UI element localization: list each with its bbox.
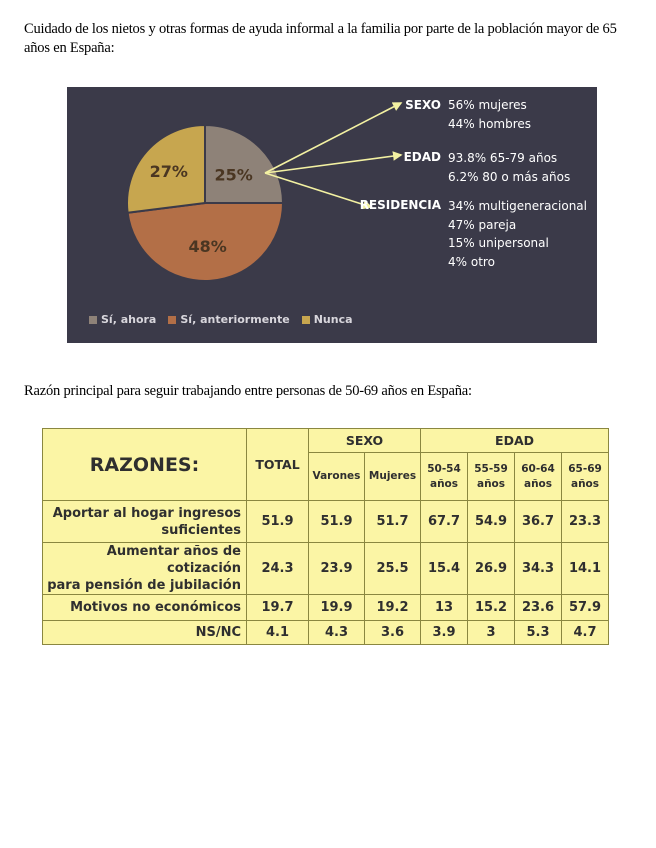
reasons-table [42, 428, 609, 645]
row-label-line: para pensión de jubilación [47, 578, 241, 593]
age-unit: años [571, 477, 600, 490]
cell-55-59: 26.9 [468, 543, 515, 595]
pie-value-label: 48% [188, 236, 227, 256]
annotation-detail: 47% pareja [448, 217, 517, 232]
infographic-panel [67, 87, 597, 343]
header-age-55-59 [468, 453, 515, 501]
annotation-detail: 44% hombres [448, 116, 532, 131]
legend-swatch [89, 316, 97, 324]
cell-50-54: 13 [421, 595, 468, 621]
cell-50-54: 67.7 [421, 501, 468, 543]
cell-55-59: 15.2 [468, 595, 515, 621]
cell-total: 51.9 [247, 501, 309, 543]
legend-label: Sí, anteriormente [180, 313, 290, 326]
pie-value-label: 27% [149, 162, 188, 182]
legend-item [89, 313, 156, 326]
cell-55-59: 3 [468, 621, 515, 645]
cell-mujeres: 3.6 [365, 621, 421, 645]
annotation-detail: 15% unipersonal [448, 236, 549, 250]
row-label: NS/NC [43, 621, 247, 645]
annotation-detail: 56% mujeres [448, 98, 527, 112]
header-varones: Varones [309, 453, 365, 501]
cell-varones: 51.9 [309, 501, 365, 543]
annotation-details [448, 149, 570, 186]
cell-total: 19.7 [247, 595, 309, 621]
legend-label: Nunca [313, 313, 353, 326]
heading-work-reasons: Razón principal para seguir trabajando entre personas de 50-69 años en España: [24, 383, 472, 399]
cell-varones: 23.9 [309, 543, 365, 595]
annotation-category: RESIDENCIA [359, 198, 441, 212]
cell-varones: 4.3 [309, 621, 365, 645]
age-unit: años [429, 477, 459, 490]
header-sexo: SEXO [309, 429, 421, 453]
cell-total: 24.3 [247, 543, 309, 595]
cell-mujeres: 25.5 [365, 543, 421, 595]
row-label [43, 501, 247, 543]
cell-60-64: 5.3 [515, 621, 562, 645]
cell-50-54: 15.4 [421, 543, 468, 595]
annotation-category: EDAD [403, 150, 441, 164]
legend-swatch [168, 316, 176, 324]
legend-item [302, 313, 353, 326]
age-range: 65-69 [568, 462, 602, 475]
annotation-detail: 93.8% 65-79 años [448, 151, 558, 165]
annotation-details [448, 96, 531, 133]
annotation-category: SEXO [405, 98, 441, 112]
cell-65-69: 14.1 [562, 543, 609, 595]
row-label-line: Aportar al hogar ingresos [52, 505, 241, 521]
age-range: 60-64 [521, 462, 555, 475]
annotation-detail: 6.2% 80 o más años [448, 169, 571, 184]
annotation-detail: 34% multigeneracional [448, 199, 587, 213]
header-age-60-64 [515, 453, 562, 501]
cell-60-64: 23.6 [515, 595, 562, 621]
age-range: 55-59 [474, 462, 508, 475]
row-label [43, 543, 247, 595]
legend-swatch [302, 316, 310, 324]
cell-50-54: 3.9 [421, 621, 468, 645]
cell-60-64: 34.3 [515, 543, 562, 595]
header-age-65-69 [562, 453, 609, 501]
pie-value-label: 25% [214, 165, 253, 185]
cell-mujeres: 19.2 [365, 595, 421, 621]
table-row [43, 595, 609, 621]
cell-60-64: 36.7 [515, 501, 562, 543]
header-edad: EDAD [421, 429, 609, 453]
header-total: TOTAL [247, 429, 309, 501]
cell-mujeres: 51.7 [365, 501, 421, 543]
legend-label: Sí, ahora [101, 313, 157, 326]
table-row [43, 501, 609, 543]
table-row [43, 621, 609, 645]
row-label-line: Aumentar años de cotización [106, 544, 241, 576]
header-mujeres: Mujeres [365, 453, 421, 501]
cell-65-69: 4.7 [562, 621, 609, 645]
chart-legend [89, 313, 353, 326]
age-unit: años [476, 477, 506, 490]
annotation-details [448, 197, 587, 271]
table-title: RAZONES: [43, 429, 247, 501]
age-unit: años [523, 477, 553, 490]
pie-slice [205, 125, 283, 203]
age-range: 50-54 [427, 462, 461, 475]
annotation-detail: 4% otro [448, 254, 495, 269]
cell-55-59: 54.9 [468, 501, 515, 543]
table-row [43, 543, 609, 595]
legend-item [168, 313, 289, 326]
header-age-50-54 [421, 453, 468, 501]
cell-varones: 19.9 [309, 595, 365, 621]
cell-65-69: 57.9 [562, 595, 609, 621]
row-label-line: suficientes [161, 522, 241, 538]
row-label: Motivos no económicos [43, 595, 247, 621]
cell-65-69: 23.3 [562, 501, 609, 543]
heading-grandchildren-care: Cuidado de los nietos y otras formas de ayuda informal a la familia por parte de la población mayor de 65 años en España: [24, 21, 617, 56]
cell-total: 4.1 [247, 621, 309, 645]
